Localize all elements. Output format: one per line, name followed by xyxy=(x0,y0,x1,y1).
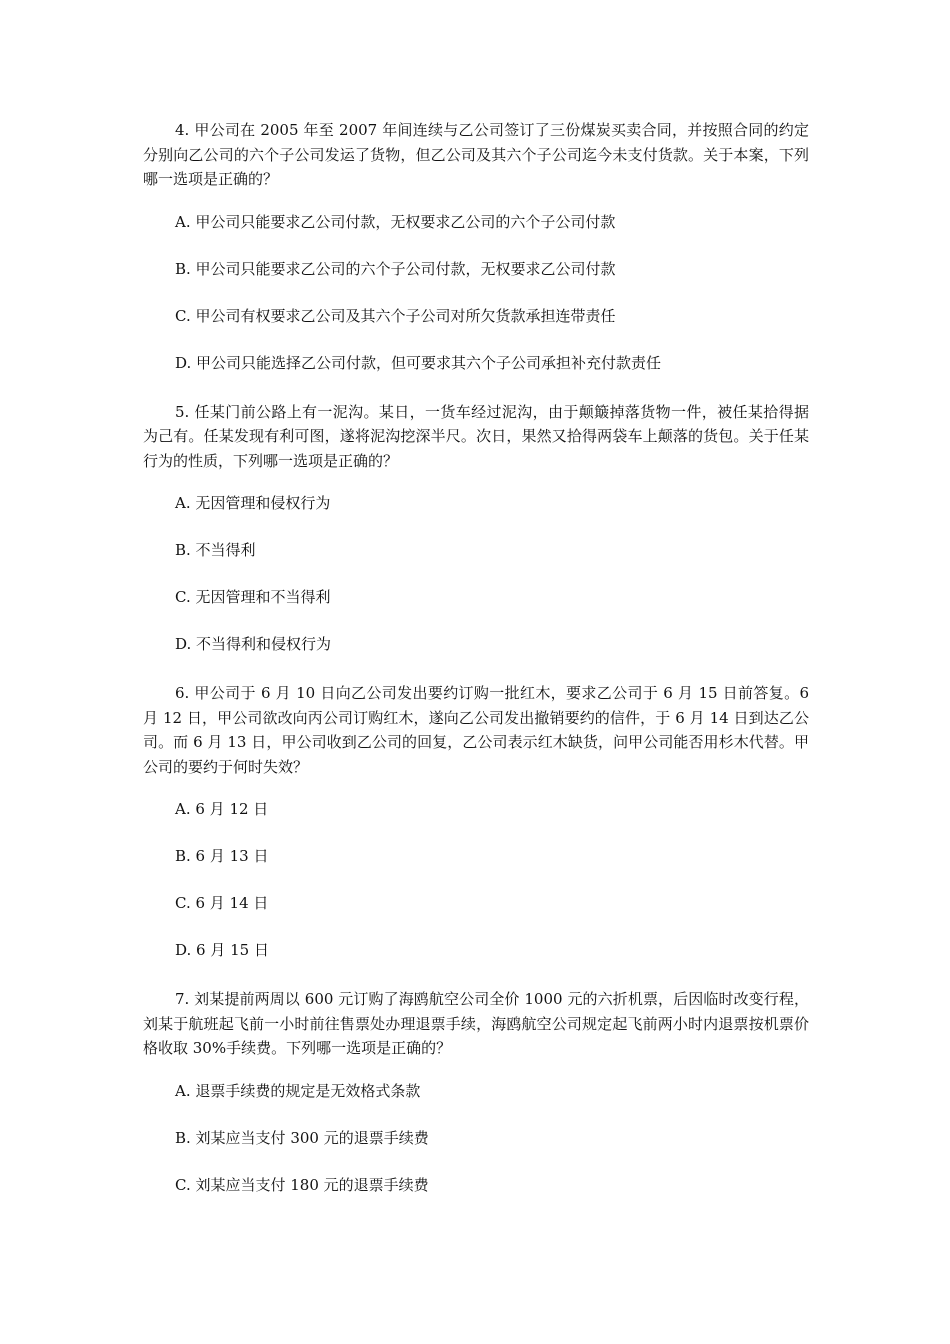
question-block xyxy=(143,118,809,373)
option-d: D. 不当得利和侵权行为 xyxy=(175,635,332,653)
option-a: A. 6 月 12 日 xyxy=(175,800,269,818)
question-text: 4. 甲公司在 2005 年至 2007 年间连续与乙公司签订了三份煤炭买卖合同，并按照合同的约定分别向乙公司的六个子公司发运了货物，但乙公司及其六个子公司迄今未支付货款。关于本案，下列哪一选项是正确的？ xyxy=(143,121,809,188)
option-b: B. 甲公司只能要求乙公司的六个子公司付款，无权要求乙公司付款 xyxy=(175,259,616,278)
question-text: 7. 刘某提前两周以 600 元订购了海鸥航空公司全价 1000 元的六折机票，后因临时改变行程，刘某于航班起飞前一小时前往售票处办理退票手续，海鸥航空公司规定起飞前两小时内退票按机票价格收取 30%手续费。下列哪一选项是正确的？ xyxy=(143,990,809,1057)
option-d: D. 甲公司只能选择乙公司付款，但可要求其六个子公司承担补充付款责任 xyxy=(175,353,662,372)
question-block xyxy=(143,400,809,655)
option-b: B. 刘某应当支付 300 元的退票手续费 xyxy=(175,1128,429,1147)
question-text: 6. 甲公司于 6 月 10 日向乙公司发出要约订购一批红木，要求乙公司于 6 月 15 日前答复。6 月 12 日，甲公司欲改向丙公司订购红木，遂向乙公司发出撤销要约的信件，于 6 月 14 日到达乙公司。而 6 月 13 日，甲公司收到乙公司的回复，乙公司表示红木缺货，问甲公司能否用杉木代替。甲公司的要约于何时失效？ xyxy=(143,684,809,776)
question-text: 5. 任某门前公路上有一泥沟。某日，一货车经过泥沟，由于颠簸掉落货物一件，被任某拾得据为己有。任某发现有利可图，遂将泥沟挖深半尺。次日，果然又拾得两袋车上颠落的货包。关于任某行为的性质，下列哪一选项是正确的？ xyxy=(143,402,809,470)
option-c: C. 刘某应当支付 180 元的退票手续费 xyxy=(175,1175,429,1194)
option-b: B. 不当得利 xyxy=(175,541,256,559)
question-block xyxy=(143,681,809,960)
option-a: A. 退票手续费的规定是无效格式条款 xyxy=(175,1081,421,1100)
option-a: A. 无因管理和侵权行为 xyxy=(175,494,331,512)
question-block xyxy=(143,987,809,1195)
option-d: D. 6 月 15 日 xyxy=(175,941,269,959)
document-page xyxy=(143,118,809,1222)
option-c: C. 6 月 14 日 xyxy=(175,894,269,912)
option-c: C. 无因管理和不当得利 xyxy=(175,588,331,606)
option-a: A. 甲公司只能要求乙公司付款，无权要求乙公司的六个子公司付款 xyxy=(175,212,616,231)
option-c: C. 甲公司有权要求乙公司及其六个子公司对所欠货款承担连带责任 xyxy=(175,306,616,325)
option-b: B. 6 月 13 日 xyxy=(175,847,269,865)
